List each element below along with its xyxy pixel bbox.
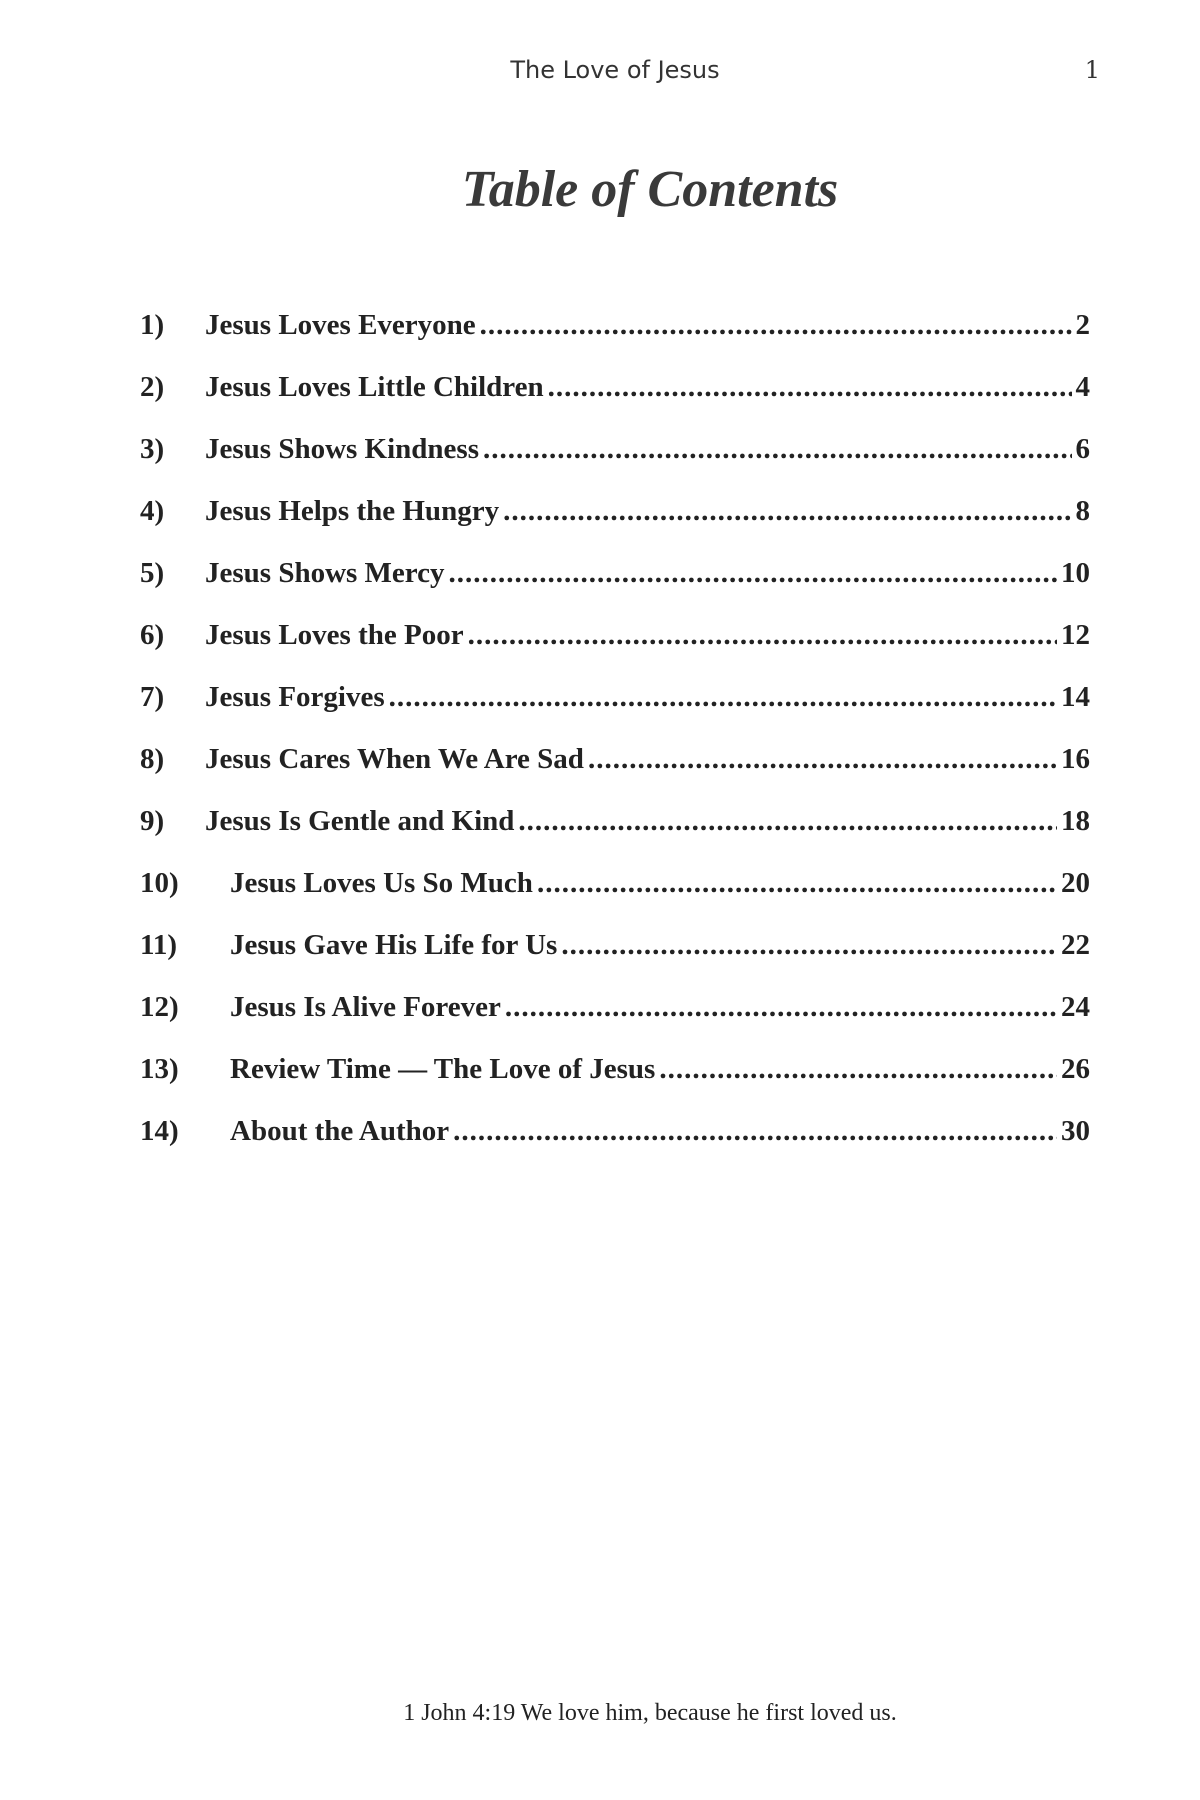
toc-entry-line: [205, 739, 1090, 779]
running-header-title: The Love of Jesus: [510, 56, 720, 84]
toc-entry-page[interactable]: 22: [1061, 929, 1090, 961]
toc-entry-title[interactable]: Jesus Is Alive Forever: [230, 991, 501, 1023]
toc-entry-title[interactable]: Jesus Shows Mercy: [205, 557, 445, 589]
toc-entry[interactable]: [140, 677, 1090, 739]
toc-heading: Table of Contents: [461, 161, 839, 218]
toc-entry-title[interactable]: Jesus Loves Us So Much: [230, 867, 533, 899]
toc-entry-page[interactable]: 16: [1061, 743, 1090, 775]
toc-entry-page[interactable]: 2: [1075, 309, 1090, 341]
toc-entry-page[interactable]: 10: [1061, 557, 1090, 589]
dot-leader: [659, 1049, 1057, 1089]
toc-entry[interactable]: [140, 863, 1090, 925]
toc-entry-line: [230, 863, 1090, 903]
toc-entry-title[interactable]: Jesus Is Gentle and Kind: [205, 805, 515, 837]
toc-entry[interactable]: [140, 739, 1090, 801]
toc-entry-line: [230, 1049, 1090, 1089]
toc-entry-number: 9): [140, 805, 165, 837]
toc-entry[interactable]: [140, 553, 1090, 615]
dot-leader: [468, 615, 1057, 655]
toc-entry[interactable]: [140, 429, 1090, 491]
toc-entry-line: [230, 1111, 1090, 1151]
toc-entry-number: 13): [140, 1053, 179, 1085]
dot-leader: [548, 367, 1072, 407]
toc-entry-number: 4): [140, 495, 165, 527]
toc-entry-number: 2): [140, 371, 165, 403]
toc-entry[interactable]: [140, 1049, 1090, 1111]
toc-entry[interactable]: [140, 1111, 1090, 1173]
toc-entry-page[interactable]: 24: [1061, 991, 1090, 1023]
toc-entry-line: [205, 801, 1090, 841]
toc-entry-title[interactable]: Jesus Shows Kindness: [205, 433, 479, 465]
toc-entry[interactable]: [140, 491, 1090, 553]
toc-entry-number: 1): [140, 309, 165, 341]
dot-leader: [389, 677, 1057, 717]
footer-verse: 1 John 4:19 We love him, because he first loved us.: [403, 1700, 897, 1726]
toc-entry-title[interactable]: Jesus Cares When We Are Sad: [205, 743, 584, 775]
toc-entry-line: [205, 429, 1090, 469]
toc-entry-line: [205, 615, 1090, 655]
dot-leader: [537, 863, 1057, 903]
toc-entry-page[interactable]: 30: [1061, 1115, 1090, 1147]
toc-entry[interactable]: [140, 925, 1090, 987]
toc-entry-line: [205, 491, 1090, 531]
dot-leader: [588, 739, 1057, 779]
toc-entry[interactable]: [140, 615, 1090, 677]
dot-leader: [453, 1111, 1057, 1151]
dot-leader: [561, 925, 1057, 965]
page-number: 1: [1084, 56, 1100, 84]
dot-leader: [503, 491, 1071, 531]
toc-entry[interactable]: [140, 305, 1090, 367]
toc-entry-number: 12): [140, 991, 179, 1023]
toc-entry-line: [230, 925, 1090, 965]
toc-entry-title[interactable]: About the Author: [230, 1115, 450, 1147]
toc-entry-number: 6): [140, 619, 165, 651]
toc-entry[interactable]: [140, 367, 1090, 429]
toc-entry-title[interactable]: Jesus Gave His Life for Us: [230, 929, 558, 961]
toc-entry-page[interactable]: 8: [1075, 495, 1090, 527]
toc-entry-title[interactable]: Jesus Loves Little Children: [205, 371, 544, 403]
toc-entry-line: [205, 305, 1090, 345]
dot-leader: [449, 553, 1057, 593]
toc-entry-page[interactable]: 12: [1061, 619, 1090, 651]
toc-entry-number: 8): [140, 743, 165, 775]
toc-entry-line: [205, 553, 1090, 593]
toc-list: [140, 305, 1090, 1173]
toc-entry-page[interactable]: 26: [1061, 1053, 1090, 1085]
toc-entry-title[interactable]: Jesus Loves the Poor: [205, 619, 464, 651]
toc-entry-page[interactable]: 4: [1075, 371, 1090, 403]
toc-entry-page[interactable]: 20: [1061, 867, 1090, 899]
toc-entry-number: 11): [140, 929, 178, 961]
toc-entry-line: [230, 987, 1090, 1027]
toc-entry-line: [205, 367, 1090, 407]
toc-entry-title[interactable]: Jesus Loves Everyone: [205, 309, 476, 341]
toc-entry-number: 10): [140, 867, 179, 899]
dot-leader: [483, 429, 1072, 469]
toc-entry-title[interactable]: Jesus Helps the Hungry: [205, 495, 500, 527]
toc-entry-number: 3): [140, 433, 165, 465]
dot-leader: [480, 305, 1072, 345]
dot-leader: [505, 987, 1057, 1027]
dot-leader: [518, 801, 1057, 841]
toc-entry-number: 5): [140, 557, 165, 589]
toc-entry[interactable]: [140, 801, 1090, 863]
toc-entry-page[interactable]: 18: [1061, 805, 1090, 837]
toc-entry-title[interactable]: Jesus Forgives: [205, 681, 385, 713]
toc-entry-number: 7): [140, 681, 165, 713]
toc-entry-page[interactable]: 6: [1075, 433, 1090, 465]
toc-entry-number: 14): [140, 1115, 179, 1147]
toc-entry[interactable]: [140, 987, 1090, 1049]
toc-entry-line: [205, 677, 1090, 717]
toc-entry-title[interactable]: Review Time — The Love of Jesus: [230, 1053, 656, 1085]
toc-entry-page[interactable]: 14: [1061, 681, 1090, 713]
